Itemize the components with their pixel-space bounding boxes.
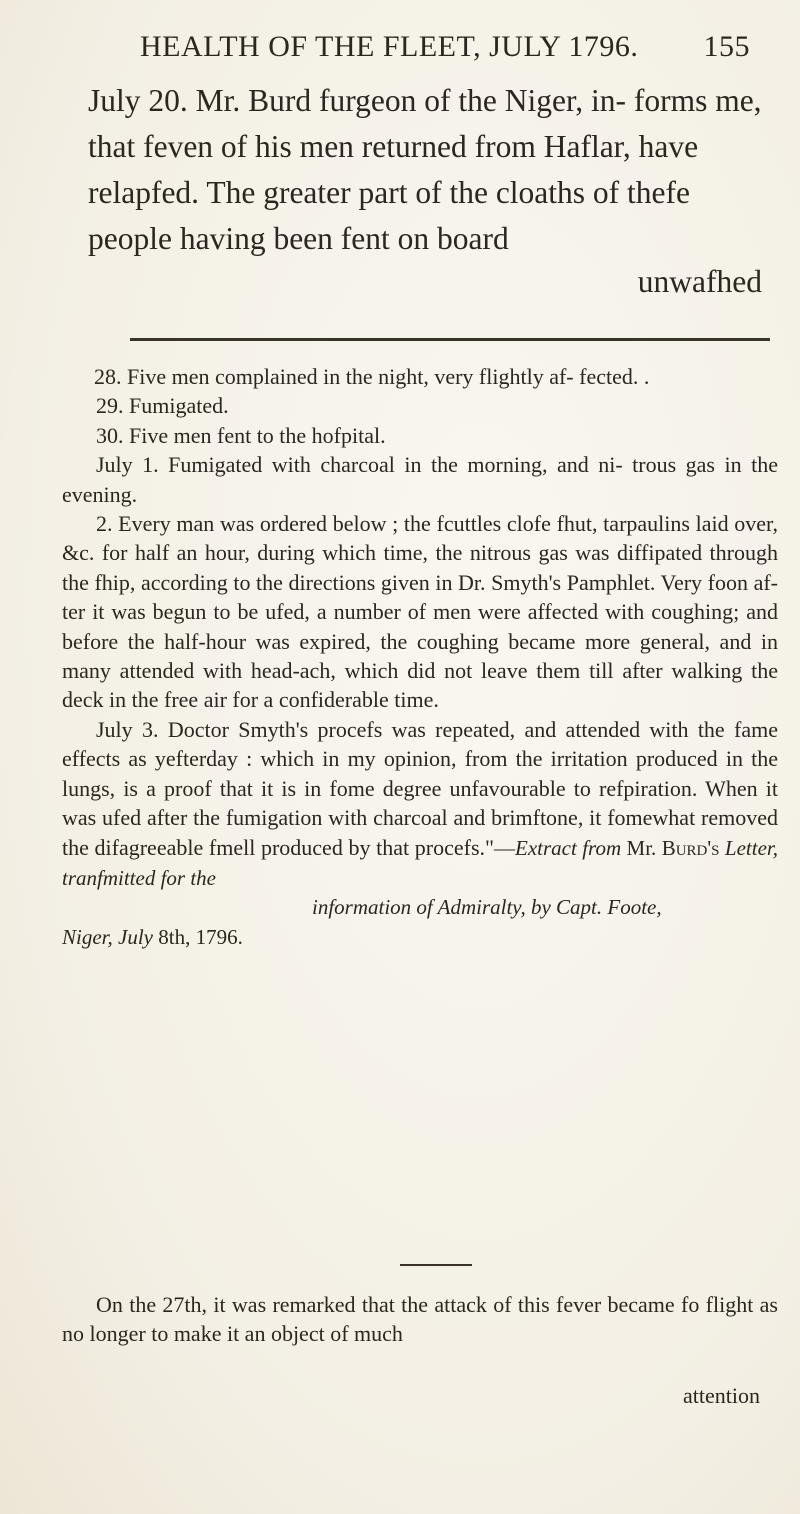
entry-29: 29. Fumigated. [96,393,229,419]
entry-july-1: July 1. Fumigated with charcoal in the morning, and ni- trous gas in the evening. [62,452,778,507]
closing-text: On the 27th, it was remarked that the attack of this fever became fo flight as no longer to make it an object of much [62,1292,778,1347]
entry-2: 2. Every man was ordered below ; the fcuttles clofe fhut, tarpaulins laid over, &c. for half an hour, during which time, the nitrous gas was diffipated through the fhip, according to the directions given in Dr. Smyth's Pamphlet. Very foon af- ter it was begun to be ufed, a number of men were affected with coughing; and before the half-hour was expired, the coughing became more general, and in many attended with head-ach, which did not leave them till after walking the deck in the free air for a confiderable time. [62,511,778,713]
closing-paragraph [62,1290,778,1349]
citation: —Extract from Mr. Burd's Letter, tranfmitted for the [62,835,778,890]
lead-paragraph [88,78,768,262]
citation-line-3: Niger, July 8th, 1796. [62,924,243,949]
footnote-body [62,362,778,952]
section-divider [130,338,770,341]
closing-catchword: attention [683,1383,760,1408]
entry-july-3 [62,715,778,952]
citation-letter: Letter, tranfmitted for the [62,835,778,890]
citation-name: Burd's [661,835,720,860]
lead-catchword: unwafhed [637,264,762,299]
citation-line-2: information of Admiralty, by Capt. Foote, [312,895,662,920]
running-header [140,30,780,64]
entry-28: 28. Five men complained in the night, very flightly af- fected. . [94,364,650,389]
lead-text: July 20. Mr. Burd furgeon of the Niger, in- forms me, that feven of his men returned from Haflar, have relapfed. The greater part of the cloaths of thefe people having been fent on board [88,83,762,256]
page-number: 155 [703,30,750,63]
short-divider [400,1264,472,1266]
header-title: HEALTH OF THE FLEET, JULY 1796. [140,30,639,63]
citation-extract: Extract from [515,835,622,860]
entry-30: 30. Five men fent to the hofpital. [96,422,386,448]
entry-july-3-text: July 3. Doctor Smyth's procefs was repeated, and attended with the fame effects as yefterday : which in my opinion, from the irritation produced in the lungs, is a proof that it is in fome degree unfavourable to refpiration. When it was ufed after the fumigation with charcoal and brimftone, it fomewhat removed the difagreeable fmell produced by that procefs." [62,716,778,860]
